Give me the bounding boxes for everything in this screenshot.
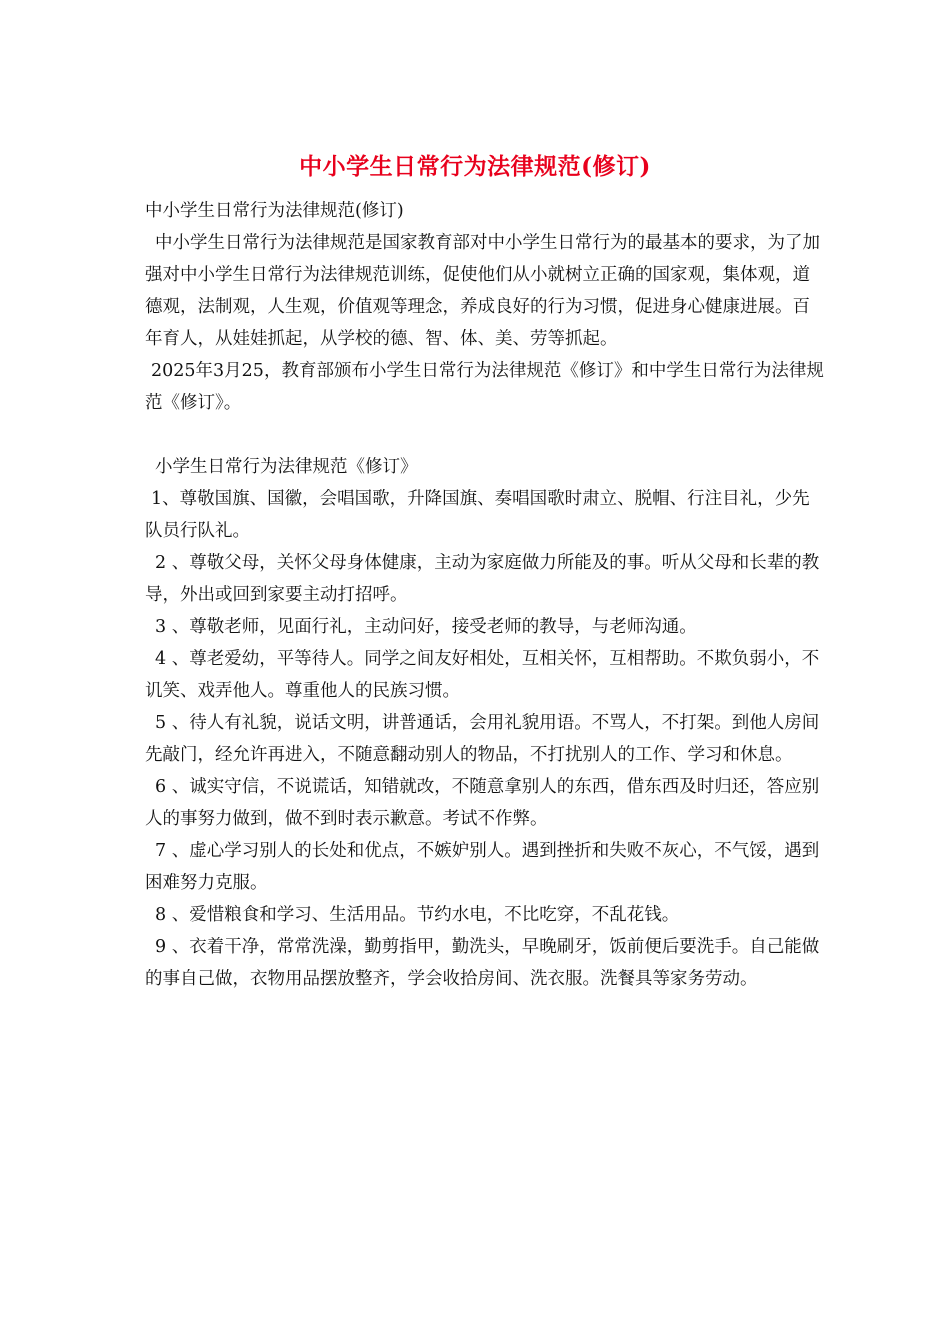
blank-line [145,419,825,451]
document-subtitle: 中小学生日常行为法律规范(修订) [145,201,404,221]
rule-item-4: 4 、尊老爱幼，平等待人。同学之间友好相处，互相关怀，互相帮助。不欺负弱小，不讥笑、戏弄他人。尊重他人的民族习惯。 [145,649,820,701]
rule-item-8: 8 、爱惜粮食和学习、生活用品。节约水电，不比吃穿，不乱花钱。 [155,905,680,925]
rule-item-1: 1、尊敬国旗、国徽，会唱国歌，升降国旗、奏唱国歌时肃立、脱帽、行注目礼，少先队员行队礼。 [145,489,810,541]
rule-item-2: 2 、尊敬父母，关怀父母身体健康，主动为家庭做力所能及的事。听从父母和长辈的教导，外出或回到家要主动打招呼。 [145,553,820,605]
rule-item-6: 6 、诚实守信，不说谎话，知错就改，不随意拿别人的东西，借东西及时归还，答应别人的事努力做到，做不到时表示歉意。考试不作弊。 [145,777,820,829]
document-title: 中小学生日常行为法律规范(修订) [299,153,651,180]
announcement-paragraph: 2025年3月25，教育部颁布小学生日常行为法律规范《修订》和中学生日常行为法律规范《修订》。 [145,361,824,413]
document-body [145,195,825,995]
rule-item-3: 3 、尊敬老师，见面行礼，主动问好，接受老师的教导，与老师沟通。 [155,617,697,637]
rule-item-5: 5 、待人有礼貌，说话文明，讲普通话，会用礼貌用语。不骂人，不打架。到他人房间先敲门，经允许再进入，不随意翻动别人的物品，不打扰别人的工作、学习和休息。 [145,713,820,765]
rule-item-7: 7 、虚心学习别人的长处和优点，不嫉妒别人。遇到挫折和失败不灰心，不气馁，遇到困难努力克服。 [145,841,820,893]
section-heading: 小学生日常行为法律规范《修订》 [155,457,418,477]
intro-paragraph: 中小学生日常行为法律规范是国家教育部对中小学生日常行为的最基本的要求，为了加强对中小学生日常行为法律规范训练，促使他们从小就树立正确的国家观，集体观，道德观，法制观，人生观，价值观等理念，养成良好的行为习惯，促进身心健康进展。百年育人，从娃娃抓起，从学校的德、智、体、美、劳等抓起。 [145,233,820,349]
rule-item-9: 9 、衣着干净，常常洗澡，勤剪指甲，勤洗头，早晚刷牙，饭前便后要洗手。自己能做的事自己做，衣物用品摆放整齐，学会收拾房间、洗衣服。洗餐具等家务劳动。 [145,937,820,989]
